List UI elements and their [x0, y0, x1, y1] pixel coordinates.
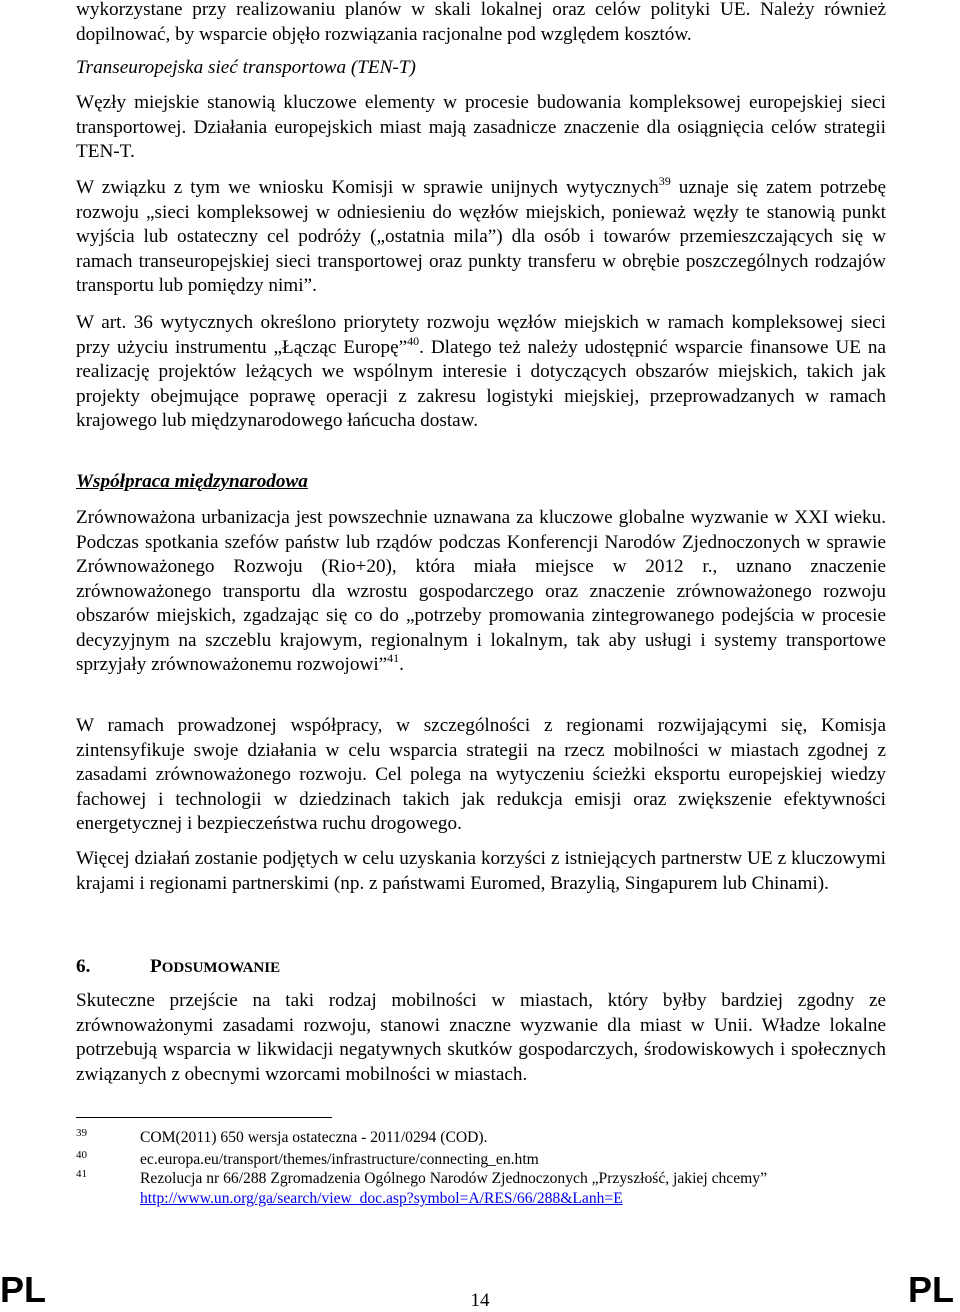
footnote-link[interactable]: http://www.un.org/ga/search/view_doc.asp?symbol=A/RES/66/288&Lanh=E: [140, 1190, 623, 1207]
section-title-rest: ODSUMOWANIE: [161, 960, 281, 976]
footnote-text-block: [140, 1169, 886, 1209]
footnote-ref-39[interactable]: 39: [658, 174, 671, 188]
footnote-ref-40[interactable]: 40: [407, 333, 420, 348]
footnote-ref-41[interactable]: 41: [387, 651, 400, 665]
paragraph-art36-text-a: W art. 36 wytycznych określono priorytety rozwoju węzłów miejskich w ramach kompleksowej sieci przy użyciu instrumentu „Łącząc Europę”: [76, 312, 886, 358]
paragraph-nodes: Węzły miejskie stanowią kluczowe elementy w procesie budowania kompleksowej europejskiej sieci transportowej. Działania europejskich miast mają zasadnicze znaczenie dla osiągnięcia celów strategii TEN-T.: [76, 92, 886, 162]
cooperation-heading: Współpraca międzynarodowa: [76, 471, 308, 492]
paragraph-regions: W ramach prowadzonej współpracy, w szczególności z regionami rozwijającymi się, Komisja zintensyfikuje swoje działania w celu wsparcia strategii na rzecz mobilności w miastach zgodnej z zasadami zrównoważonego rozwoju. Cel polega na wytyczeniu ścieżki eksportu europejskiej wiedzy fachowej i technologii w dziedzinach takich jak redukcja emisji oraz zwiększenie efektywności energetycznej i bezpieczeństwa ruchu drogowego.: [76, 715, 886, 834]
footnote-text: ec.europa.eu/transport/themes/infrastructure/connecting_en.htm: [140, 1151, 539, 1168]
ten-t-heading: Transeuropejska sieć transportowa (TEN-T): [76, 57, 416, 78]
paragraph-summary: Skuteczne przejście na taki rodzaj mobilności w miastach, który byłby bardziej zgodny ze zrównoważonymi zasadami rozwoju, stanowi znaczne wyzwanie dla miast w Unii. Władze lokalne potrzebują wsparcia w likwidacji negatywnych skutków gospodarczych, środowiskowych i społecznych związanych z obecnymi wzorcami mobilności w miastach.: [76, 990, 886, 1085]
footnote-number: 40: [76, 1149, 87, 1161]
paragraph-guidelines-text-b: uznaje się zatem potrzebę rozwoju „sieci kompleksowej w odniesieniu do węzłów miejskich, ponieważ węzły te stanowią punkt wyjścia lub ostateczny cel podróży („ostatnia mila”) dla osób i towarów przemieszczających się w ramach transeuropejskiej sieci transportowej oraz punkty transferu w obrębie poszczególnych rodzajów transportu lub pomiędzy nimi”.: [76, 177, 886, 296]
footnote-text: Rezolucja nr 66/288 Zgromadzenia Ogólnego Narodów Zjednoczonych „Przyszłość, jakiej chcemy”: [140, 1170, 767, 1187]
language-code-right: PL: [907, 1269, 954, 1310]
cooperation-heading-wrap: [76, 470, 886, 495]
footnote-text: COM(2011) 650 wersja ostateczna - 2011/0294 (COD).: [140, 1129, 488, 1146]
paragraph-guidelines-text-a: W związku z tym we wniosku Komisji w sprawie unijnych wytycznych: [76, 177, 659, 198]
paragraph-sustainability: [76, 506, 886, 678]
paragraph-sustainability-text-a: Zrównoważona urbanizacja jest powszechnie uznawana za kluczowe globalne wyzwanie w XXI wieku. Podczas spotkania szefów państw lub rządów podczas Konferencji Narodów Zjednoczonych w sprawie Zrównoważonego Rozwoju (Rio+20), która miała miejsce w 2012 r., uznano znaczenie zrównoważonego transportu dla wzrostu gospodarczego oraz znaczenie zrównoważonego rozwoju obszarów miejskich, zgadzając się co do „potrzeby promowania zintegrowanego podejścia w procesie decyzyjnym na szczeblu krajowym, regionalnym i lokalnym, tak aby usługi i systemy transportowe sprzyjały zrównoważonemu rozwojowi”: [76, 507, 886, 675]
language-code-left: PL: [0, 1269, 47, 1310]
footnote-separator: [76, 1117, 332, 1118]
section-title: [150, 956, 280, 977]
section-heading: [76, 955, 886, 980]
paragraph-intro: wykorzystane przy realizowaniu planów w skali lokalnej oraz celów polityki UE. Należy również dopilnować, by wsparcie objęło rozwiązania racjonalne pod względem kosztów.: [76, 0, 886, 45]
paragraph-sustainability-text-b: .: [399, 654, 404, 675]
section-title-cap: P: [150, 956, 162, 977]
footnote-number: 41: [76, 1168, 87, 1180]
paragraph-art36-text-b: . Dlatego też należy udostępnić wsparcie finansowe UE na realizację projektów leżących we wspólnym interesie i dotyczących obszarów miejskich, takich jak projekty obejmujące poprawę operacji z zakresu logistyki miejskiej, przeprowadzanych w ramach krajowego lub międzynarodowego łańcucha dostaw.: [76, 336, 886, 431]
page-number: 14: [470, 1290, 490, 1311]
paragraph-art36: [76, 311, 886, 434]
paragraph-partners: Więcej działań zostanie podjętych w celu uzyskania korzyści z istniejących partnerstw UE z kluczowymi krajami i regionami partnerskimi (np. z państwami Euromed, Brazylią, Singapurem lub Chinami).: [76, 848, 886, 894]
paragraph-guidelines: [76, 176, 886, 299]
footnote-number: 39: [76, 1127, 87, 1139]
section-number: 6.: [76, 956, 91, 977]
